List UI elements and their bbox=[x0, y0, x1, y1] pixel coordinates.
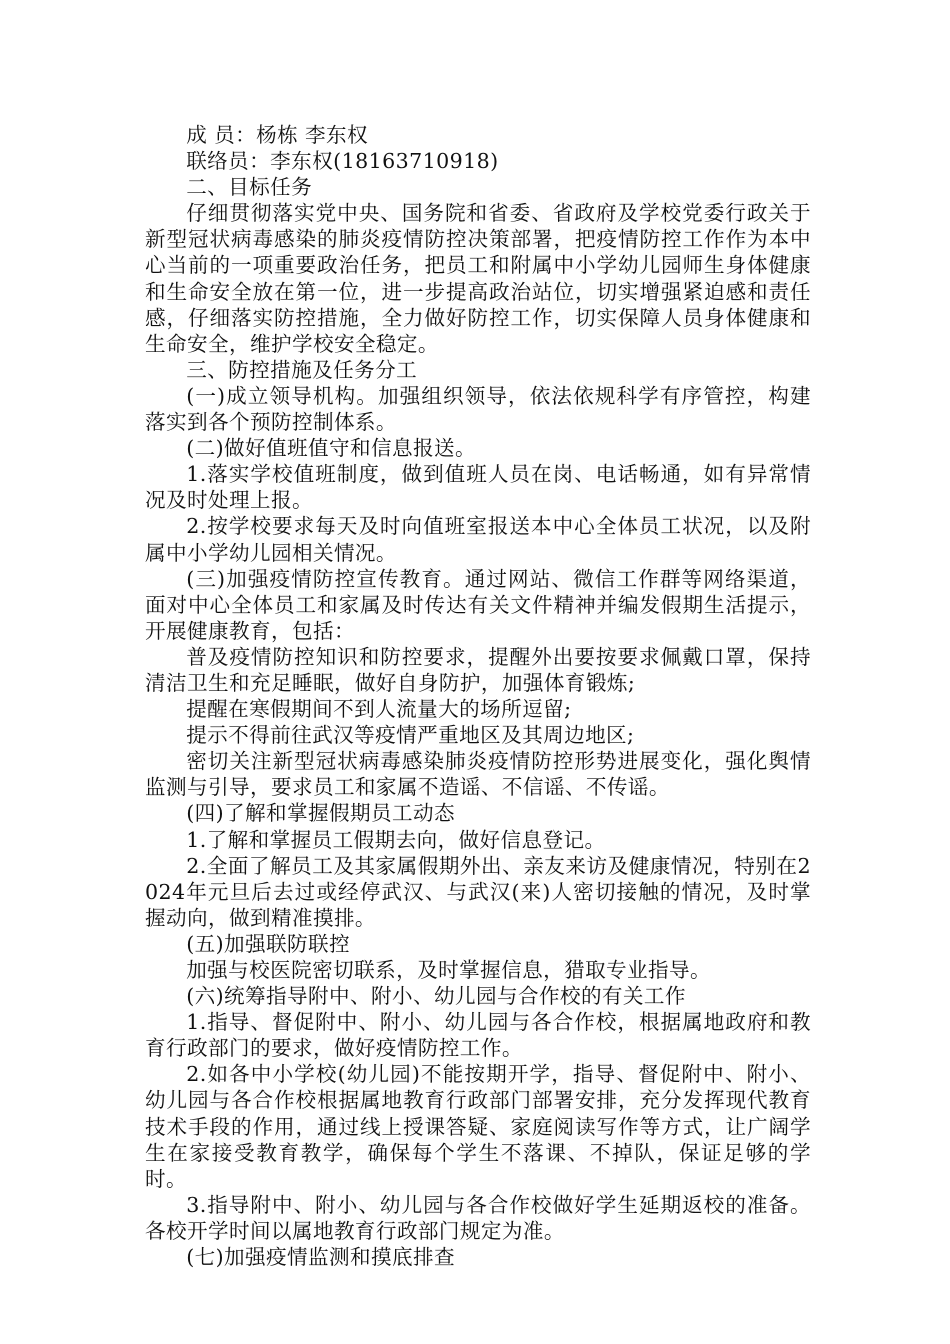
measure-7-heading: (七)加强疫情监测和摸底排查 bbox=[186, 1245, 455, 1270]
liaison-line: 联络员：李东权(18163710918) bbox=[186, 149, 499, 174]
measure-1-paragraph: (一)成立领导机构。加强组织领导，依法依规科学有序管控，构建落实到各个预防控制体系。 bbox=[145, 383, 811, 435]
targets-paragraph: 仔细贯彻落实党中央、国务院和省委、省政府及学校党委行政关于新型冠状病毒感染的肺炎疫情防控决策部署，把疫情防控工作作为本中心当前的一项重要政治任务，把员工和附属中小学幼儿园师生身体健康和生命安全放在第一位，进一步提高政治站位，切实增强紧迫感和责任感，仔细落实防控措施，全力做好防控工作，切实保障人员身体健康和生命安全，维护学校安全稳定。 bbox=[145, 201, 811, 356]
measure-2-item-1: 1.落实学校值班制度，做到值班人员在岗、电话畅通，如有异常情况及时处理上报。 bbox=[145, 462, 811, 513]
document-body bbox=[145, 122, 811, 1270]
measure-3-item-2: 提醒在寒假期间不到人流量大的场所逗留; bbox=[186, 697, 572, 722]
measure-5-heading: (五)加强联防联控 bbox=[186, 931, 351, 956]
measure-5-paragraph: 加强与校医院密切联系，及时掌握信息，猎取专业指导。 bbox=[186, 958, 712, 982]
measure-4-heading: (四)了解和掌握假期员工动态 bbox=[186, 801, 455, 826]
measure-4-item-1: 1.了解和掌握员工假期去向，做好信息登记。 bbox=[186, 827, 606, 852]
measure-3-item-3: 提示不得前往武汉等疫情严重地区及其周边地区; bbox=[186, 723, 635, 748]
measure-6-heading: (六)统筹指导附中、附小、幼儿园与合作校的有关工作 bbox=[186, 984, 686, 1009]
section-heading-targets: 二、目标任务 bbox=[186, 175, 313, 200]
measure-3-item-4: 密切关注新型冠状病毒感染肺炎疫情防控形势进展变化，强化舆情监测与引导，要求员工和家属不造谣、不信谣、不传谣。 bbox=[145, 749, 811, 800]
measure-2-heading: (二)做好值班值守和信息报送。 bbox=[186, 436, 476, 461]
measure-6-item-2: 2.如各中小学校(幼儿园)不能按期开学，指导、督促附中、附小、幼儿园与各合作校根据属地教育行政部门部署安排，充分发挥现代教育技术手段的作用，通过线上授课答疑、家庭阅读写作等方式，让广阔学生在家接受教育教学，确保每个学生不落课、不掉队，保证足够的学时。 bbox=[145, 1062, 811, 1191]
measure-6-item-3: 3.指导附中、附小、幼儿园与各合作校做好学生延期返校的准备。各校开学时间以属地教育行政部门规定为准。 bbox=[145, 1192, 811, 1243]
measure-3-paragraph: (三)加强疫情防控宣传教育。通过网站、微信工作群等网络渠道，面对中心全体员工和家属及时传达有关文件精神并编发假期生活提示，开展健康教育，包括： bbox=[145, 566, 811, 643]
measure-4-item-2: 2.全面了解员工及其家属假期外出、亲友来访及健康情况，特别在2024年元旦后去过或经停武汉、与武汉(来)人密切接触的情况，及时掌握动向，做到精准摸排。 bbox=[145, 853, 811, 930]
measure-3-item-1: 普及疫情防控知识和防控要求，提醒外出要按要求佩戴口罩，保持清洁卫生和充足睡眠，做好自身防护，加强体育锻炼; bbox=[145, 644, 811, 695]
measure-6-item-1: 1.指导、督促附中、附小、幼儿园与各合作校，根据属地政府和教育行政部门的要求，做好疫情防控工作。 bbox=[145, 1010, 811, 1061]
measure-2-item-2: 2.按学校要求每天及时向值班室报送本中心全体员工状况，以及附属中小学幼儿园相关情况。 bbox=[145, 514, 811, 565]
member-line: 成 员：杨栋 李东权 bbox=[186, 123, 369, 147]
section-heading-measures: 三、防控措施及任务分工 bbox=[186, 357, 418, 382]
